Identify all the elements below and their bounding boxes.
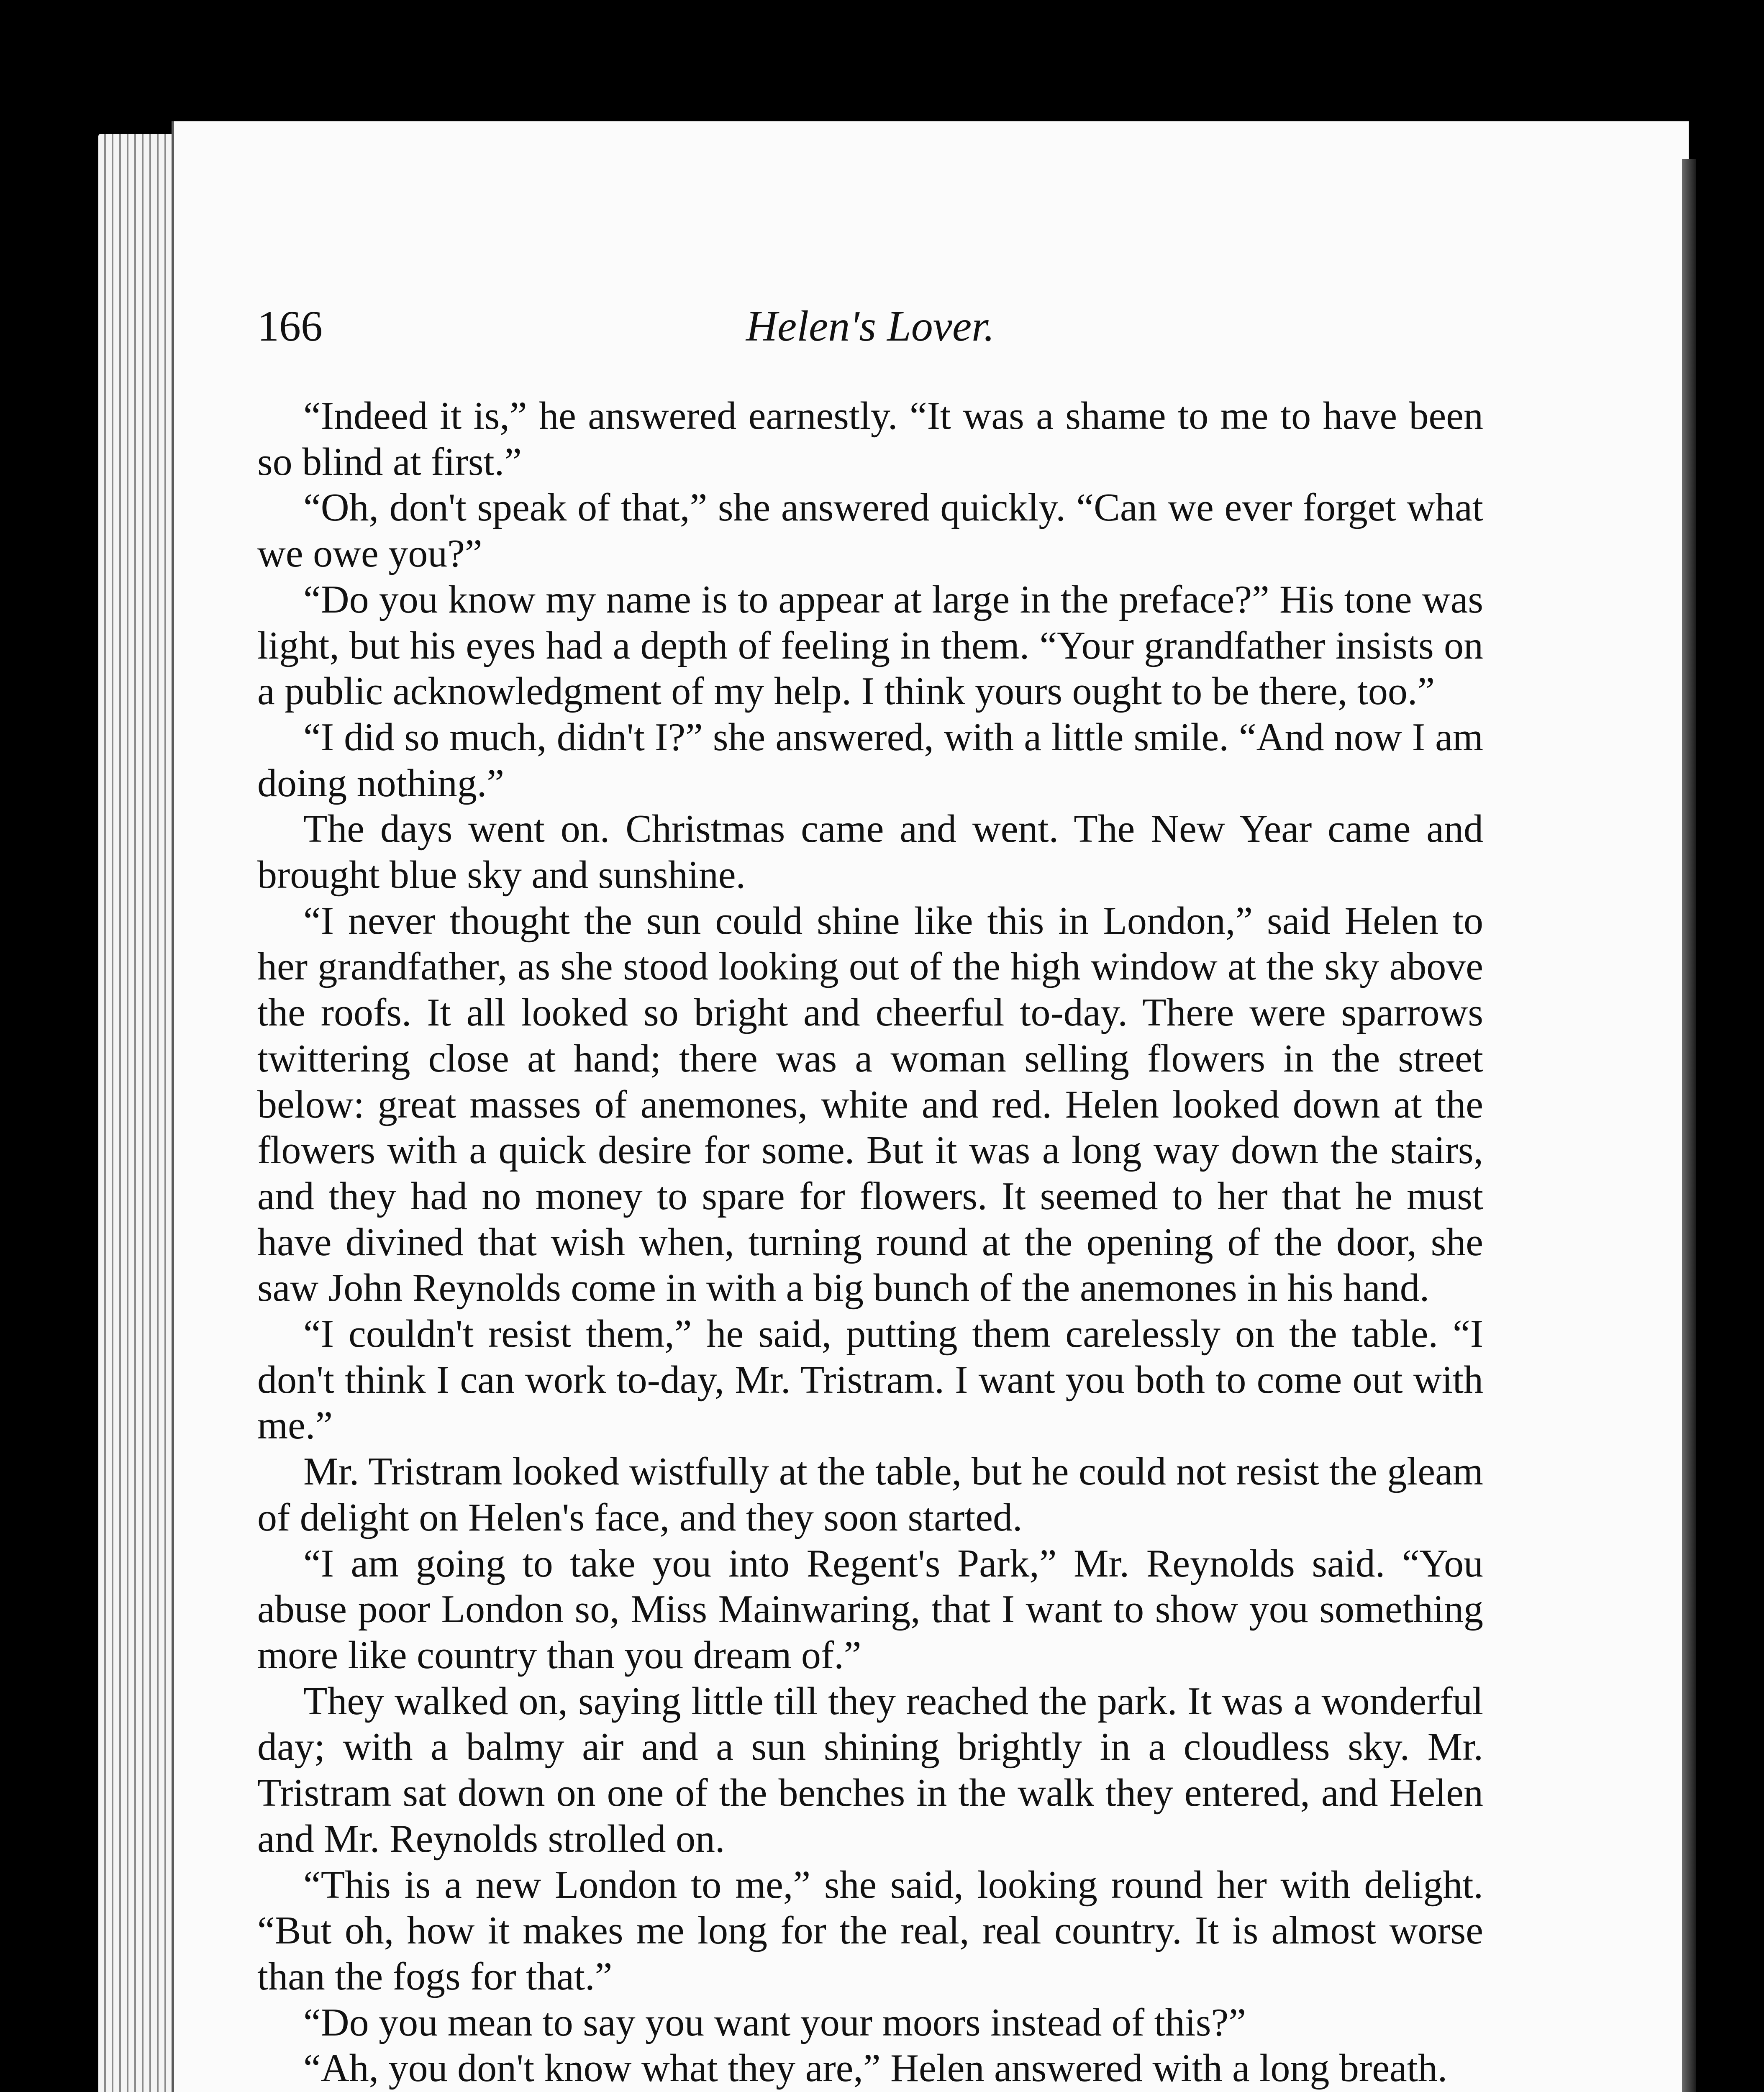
paragraph: They walked on, saying little till they reached the park. It was a wonderful day; with a balmy air and a sun shining brightly in a cloudless sky. Mr. Tristram sat down on one of the benches in the walk they entered, and Helen and Mr. Reynolds strolled on. — [257, 1679, 1483, 1861]
book-page-edges — [98, 134, 182, 2092]
paragraph: “I never thought the sun could shine like this in London,” said Helen to her grandfather, as she stood looking out of the high window at the sky above the roofs. It all looked so bright and cheerful to-day. There were sparrows twittering close at hand; there was a woman selling flowers in the street below: great masses of anemones, white and red. Helen looked down at the flowers with a quick desire for some. But it was a long way down the stairs, and they had no money to spare for flowers. It seemed to her that he must have divined that wish when, turning round at the opening of the door, she saw John Reynolds come in with a big bunch of the anemones in his hand. — [257, 899, 1483, 1310]
paragraph: “Oh, don't speak of that,” she answered quickly. “Can we ever forget what we owe you?” — [257, 486, 1483, 576]
paragraph: “I did so much, didn't I?” she answered, with a little smile. “And now I am doing nothing.” — [257, 715, 1483, 805]
running-title: Helen's Lover. — [746, 302, 995, 350]
paragraph: “Do you know my name is to appear at large in the preface?” His tone was light, but his eyes had a depth of feeling in them. “Your grandfather insists on a public acknowledgment of my help. I think yours ought to be there, too.” — [257, 577, 1483, 713]
running-head — [257, 301, 1483, 356]
page-gutter-shadow — [1682, 159, 1696, 2092]
paragraph: Mr. Tristram looked wistfully at the table, but he could not resist the gleam of delight on Helen's face, and they soon started. — [257, 1450, 1483, 1539]
body-text — [257, 393, 1483, 2092]
paragraph: “I am going to take you into Regent's Park,” Mr. Reynolds said. “You abuse poor London so, Miss Mainwaring, that I want to show you something more like country than you dream of.” — [257, 1541, 1483, 1677]
paragraph: “Ah, you don't know what they are,” Helen answered with a long breath. — [303, 2046, 1448, 2090]
paragraph: The days went on. Christmas came and went. The New Year came and brought blue sky and sunshine. — [257, 807, 1483, 897]
paragraph: “Indeed it is,” he answered earnestly. “It was a shame to me to have been so blind at first.” — [257, 394, 1483, 484]
paragraph: “I couldn't resist them,” he said, putting them carelessly on the table. “I don't think I can work to-day, Mr. Tristram. I want you both to come out with me.” — [257, 1312, 1483, 1448]
paragraph: “Do you mean to say you want your moors instead of this?” — [303, 2000, 1246, 2044]
page-number: 166 — [257, 302, 323, 350]
paragraph: “This is a new London to me,” she said, looking round her with delight. “But oh, how it makes me long for the real, real country. It is almost worse than the fogs for that.” — [257, 1863, 1483, 1998]
